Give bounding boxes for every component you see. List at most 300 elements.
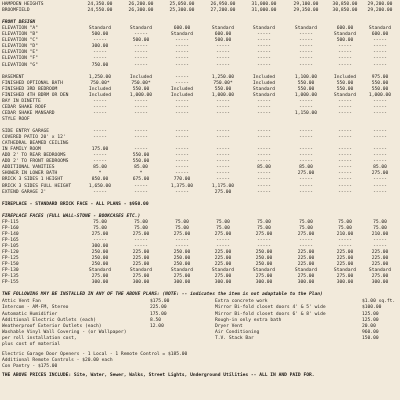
table-cell: -----: [216, 147, 230, 153]
table-cell: -----: [257, 147, 271, 153]
table-cell: -----: [93, 98, 107, 104]
table-cell: 275.00: [297, 231, 315, 237]
table-cell: 25,300.00: [169, 8, 195, 14]
table-cell: Included: [88, 92, 112, 98]
table-cell: -----: [373, 110, 387, 116]
table-cell: -----: [299, 38, 313, 44]
table-cell: -----: [134, 98, 148, 104]
table-cell: -----: [299, 159, 313, 165]
table-cell: -----: [134, 50, 148, 56]
extra-item-label: Intercom - AM-FM, Stereo: [2, 305, 69, 311]
table-cell: 300.00: [371, 280, 389, 286]
table-cell: 75.00: [134, 219, 148, 225]
extra-item-label: Weatherproof Exterior Outlets (each): [2, 323, 102, 329]
table-cell: -----: [134, 183, 148, 189]
table-cell: 75.00: [299, 219, 313, 225]
table-cell: 550.00: [132, 153, 150, 159]
table-cell: 85.00: [257, 165, 271, 171]
table-cell: -----: [257, 56, 271, 62]
table-cell: 300.00: [91, 44, 109, 50]
table-cell: -----: [175, 147, 189, 153]
extra-item-price: 225.00: [150, 305, 167, 311]
row-label: SIDE ENTRY GARAGE: [2, 129, 50, 135]
table-cell: 225.00: [214, 262, 232, 268]
table-cell: 26,300.00: [128, 8, 154, 14]
row-label: BASEMENT: [2, 74, 25, 80]
row-label: ELEVATION "F": [2, 56, 38, 62]
table-cell: -----: [216, 171, 230, 177]
table-cell: 175.00: [91, 147, 109, 153]
table-cell: -----: [134, 62, 148, 68]
table-cell: 75.00: [216, 225, 230, 231]
table-cell: -----: [93, 38, 107, 44]
table-cell: -----: [216, 159, 230, 165]
table-cell: 275.00: [91, 231, 109, 237]
table-cell: -----: [257, 183, 271, 189]
table-cell: 250.00: [255, 250, 273, 256]
table-cell: 250.00: [255, 256, 273, 262]
table-cell: 250.00: [173, 256, 191, 262]
table-cell: 225.00: [336, 256, 354, 262]
table-cell: 500.00: [214, 38, 232, 44]
row-label: BRICK 3 SIDES 1 HEIGHT: [2, 177, 63, 183]
table-cell: Standard: [129, 26, 153, 32]
table-cell: 300.00: [91, 244, 109, 249]
row-label: ELEVATION "C": [2, 38, 38, 44]
table-cell: 225.00: [297, 256, 315, 262]
table-cell: 210.00: [371, 231, 389, 237]
table-cell: -----: [216, 165, 230, 171]
table-cell: -----: [93, 237, 107, 243]
table-cell: 275.00: [255, 274, 273, 280]
table-cell: 29,100.00: [293, 2, 319, 7]
table-cell: -----: [134, 189, 148, 195]
table-cell: -----: [216, 56, 230, 62]
table-cell: Included: [333, 74, 357, 80]
table-cell: 275.00: [255, 231, 273, 237]
table-cell: -----: [338, 135, 352, 141]
table-cell: -----: [299, 135, 313, 141]
row-label: FINISHED 4TH BDRM OR DEN: [2, 92, 69, 98]
table-cell: -----: [257, 177, 271, 183]
table-cell: 85.00: [299, 165, 313, 171]
table-cell: -----: [175, 56, 189, 62]
table-cell: 225.00: [297, 250, 315, 256]
table-cell: Standard: [252, 86, 276, 92]
row-label: EXTEND GARAGE 2': [2, 189, 47, 195]
table-cell: -----: [93, 110, 107, 116]
table-cell: 300.00: [297, 280, 315, 286]
table-cell: 600.00: [371, 32, 389, 38]
extra-item-price: 125.00: [362, 311, 379, 317]
table-cell: -----: [93, 159, 107, 165]
table-cell: 975.00: [371, 74, 389, 80]
table-cell: 550.00: [336, 86, 354, 92]
table-cell: Standard: [211, 268, 235, 274]
table-cell: 225.00: [371, 262, 389, 268]
table-cell: -----: [373, 38, 387, 44]
row-label: FP-150: [2, 262, 19, 268]
table-cell: 225.00: [132, 262, 150, 268]
row-label: ELEVATION "G": [2, 62, 38, 68]
table-cell: 550.00: [297, 86, 315, 92]
table-cell: 75.00: [93, 225, 107, 231]
table-cell: 75.00: [216, 219, 230, 225]
table-cell: -----: [373, 104, 387, 110]
table-cell: -----: [175, 98, 189, 104]
table-cell: 75.00: [175, 219, 189, 225]
table-cell: 85.00: [373, 165, 387, 171]
table-cell: -----: [134, 244, 148, 249]
table-cell: Included: [252, 74, 276, 80]
table-cell: -----: [175, 80, 189, 86]
garage-note: Con Pantry - $175.00: [2, 363, 58, 369]
table-cell: -----: [216, 177, 230, 183]
table-cell: 1,000.00: [211, 92, 235, 98]
table-cell: 1,375.00: [170, 183, 194, 189]
table-cell: -----: [175, 135, 189, 141]
row-label: FINISHED OPTIONAL BATH: [2, 80, 63, 86]
table-cell: 250.00: [91, 262, 109, 268]
table-cell: -----: [134, 44, 148, 50]
table-cell: -----: [373, 153, 387, 159]
extra-item-label: Dryer Vent: [215, 323, 243, 329]
table-cell: -----: [134, 104, 148, 110]
table-cell: 29,200.00: [367, 2, 393, 7]
row-label: FP-135: [2, 274, 19, 280]
table-cell: -----: [338, 62, 352, 68]
table-cell: 300.00: [132, 280, 150, 286]
table-cell: 29,350.00: [293, 8, 319, 14]
table-cell: -----: [175, 110, 189, 116]
table-cell: 250.00: [173, 262, 191, 268]
table-cell: Included: [88, 86, 112, 92]
table-cell: 75.00: [134, 225, 148, 231]
table-cell: 850.00: [91, 177, 109, 183]
table-cell: 31,000.00: [251, 2, 277, 7]
table-cell: 1,150.00: [294, 110, 318, 116]
table-cell: *: [98, 171, 102, 177]
table-cell: 75.00: [93, 219, 107, 225]
table-cell: 600.00: [336, 26, 354, 32]
table-cell: 225.00: [132, 256, 150, 262]
extra-item-label: Additional Electric Outlets (each): [2, 317, 97, 323]
table-cell: 750.00: [91, 62, 109, 68]
table-cell: Included: [129, 74, 153, 80]
table-cell: -----: [299, 50, 313, 56]
table-cell: 300.00: [91, 280, 109, 286]
table-cell: -----: [338, 165, 352, 171]
table-cell: -----: [216, 244, 230, 249]
table-cell: -----: [299, 244, 313, 249]
table-cell: -----: [299, 56, 313, 62]
table-cell: 75.00: [257, 225, 271, 231]
table-cell: -----: [338, 50, 352, 56]
table-cell: 210.00: [336, 231, 354, 237]
table-cell: 275.00: [132, 274, 150, 280]
extra-item-price: 125.00: [362, 317, 379, 323]
table-cell: 500.00: [336, 38, 354, 44]
table-cell: -----: [338, 104, 352, 110]
table-cell: -----: [257, 104, 271, 110]
row-label: FP-140: [2, 231, 19, 237]
table-cell: -----: [216, 50, 230, 56]
table-cell: -----: [373, 135, 387, 141]
row-label: FP-155: [2, 280, 19, 286]
table-cell: 250.00: [91, 250, 109, 256]
table-cell: 750.00*: [90, 80, 110, 86]
row-label: CEDAR SHAKE ROOF: [2, 104, 47, 110]
table-cell: Standard: [88, 268, 112, 274]
extra-item-price: 8.50: [150, 317, 162, 323]
table-cell: 225.00: [336, 262, 354, 268]
table-cell: 275.00: [173, 274, 191, 280]
row-label: FP-160: [2, 225, 19, 231]
table-cell: 24,350.00: [87, 2, 113, 7]
table-cell: 1,000.00: [294, 92, 318, 98]
table-cell: -----: [373, 44, 387, 50]
extra-item-price: 150.00: [362, 335, 379, 341]
table-cell: -----: [299, 44, 313, 50]
table-cell: 550.00: [371, 86, 389, 92]
table-cell: -----: [373, 56, 387, 62]
table-cell: 225.00: [297, 262, 315, 268]
table-cell: Standard: [333, 32, 357, 38]
row-label: ADD 2' TO FRONT BEDROOMS: [2, 159, 69, 165]
row-label: ADD 2' TO REAR BEDROOMS: [2, 153, 66, 159]
table-cell: -----: [175, 38, 189, 44]
table-cell: -----: [175, 159, 189, 165]
extra-item-label: Washable Vinyl Wall Covering - (or Wallpaper): [2, 329, 127, 335]
table-cell: Standard: [294, 268, 318, 274]
table-cell: -----: [134, 129, 148, 135]
row-label: FIREPLACE FACES (FULL WALL-STONE - BOOKCASES ETC.): [2, 213, 141, 219]
table-cell: 750.00*: [213, 80, 233, 86]
table-cell: 31,000.00: [251, 8, 277, 14]
table-cell: -----: [175, 171, 189, 177]
table-cell: Included: [170, 92, 194, 98]
row-label: BRICK 3 SIDES FULL HEIGHT: [2, 183, 72, 189]
extra-item-label: Rough-in only extra bath: [215, 317, 282, 323]
table-cell: 500.00: [132, 38, 150, 44]
table-cell: 275.00: [336, 274, 354, 280]
table-cell: 27,200.00: [210, 8, 236, 14]
table-cell: -----: [175, 153, 189, 159]
table-cell: 25,050.00: [169, 2, 195, 7]
table-cell: -----: [175, 50, 189, 56]
row-label: COVERED PATIO 20' x 12': [2, 135, 66, 141]
table-cell: -----: [257, 237, 271, 243]
row-label: FINISHED 3RD BEDROOM: [2, 86, 58, 92]
table-cell: -----: [338, 237, 352, 243]
row-label: ELEVATION "B": [2, 32, 38, 38]
extra-item-label: T.V. Stack Bar: [215, 335, 254, 341]
table-cell: -----: [299, 237, 313, 243]
table-cell: 770.00: [173, 177, 191, 183]
table-cell: -----: [257, 159, 271, 165]
row-label: FP-165: [2, 237, 19, 243]
extra-item-label: Mirror Bi-fold closet doors 4' & 5' wide: [215, 305, 326, 311]
table-cell: 275.00: [132, 231, 150, 237]
footer-note: THE ABOVE PRICES INCLUDE: Site, Water, Sewer, Walks, Street Lights, Underground Utilities -- ALL IN AND PAID FOR.: [2, 372, 315, 378]
table-cell: 75.00: [299, 225, 313, 231]
extras-row: [0, 342, 400, 348]
table-cell: -----: [216, 237, 230, 243]
table-cell: 250.00: [91, 256, 109, 262]
row-label: FP-130: [2, 268, 19, 274]
table-cell: -----: [299, 98, 313, 104]
table-cell: 75.00: [338, 219, 352, 225]
table-cell: 300.00: [255, 280, 273, 286]
row-label: BAY IN DINETTE: [2, 98, 41, 104]
table-cell: 275.00: [297, 171, 315, 177]
table-cell: 550.00: [132, 159, 150, 165]
row-label: STYLE ROOF: [2, 116, 30, 122]
row-label: FP-120: [2, 250, 19, 256]
table-cell: 225.00: [371, 250, 389, 256]
extra-item-price: $1.00 sq.ft.: [362, 299, 396, 305]
table-cell: 550.00: [214, 86, 232, 92]
row-label: HAMPDEN HEIGHTS: [2, 2, 44, 7]
row-label: SHOWER IN LOWER BATH: [2, 171, 58, 177]
row-label: ELEVATION "E": [2, 50, 38, 56]
extra-item-label: Air Conditioning: [215, 329, 260, 335]
table-cell: -----: [299, 62, 313, 68]
table-cell: 1,000.00: [129, 92, 153, 98]
table-cell: 300.00: [336, 280, 354, 286]
table-cell: -----: [338, 56, 352, 62]
table-cell: -----: [338, 147, 352, 153]
table-cell: -----: [175, 104, 189, 110]
table-cell: -----: [373, 159, 387, 165]
table-cell: -----: [338, 189, 352, 195]
table-cell: 1,175.00: [211, 183, 235, 189]
table-cell: -----: [93, 50, 107, 56]
garage-note: Additional Remote Controls - $20.00 each: [2, 357, 113, 363]
table-cell: -----: [373, 147, 387, 153]
extra-item-label: Extra concrete work: [215, 299, 268, 305]
table-cell: Standard: [252, 26, 276, 32]
table-cell: 1,250.00: [211, 74, 235, 80]
table-cell: -----: [93, 189, 107, 195]
extra-item-price: $100.00: [362, 305, 382, 311]
table-cell: 85.00: [93, 165, 107, 171]
table-cell: -----: [373, 129, 387, 135]
table-cell: Standard: [252, 92, 276, 98]
table-cell: -----: [338, 244, 352, 249]
table-cell: 250.00: [173, 250, 191, 256]
table-cell: 225.00: [132, 250, 150, 256]
row-label: FP-115: [2, 219, 19, 225]
table-cell: -----: [299, 104, 313, 110]
table-cell: -----: [93, 129, 107, 135]
table-cell: 275.00: [371, 274, 389, 280]
table-cell: -----: [338, 98, 352, 104]
table-cell: Included: [170, 86, 194, 92]
table-cell: -----: [373, 237, 387, 243]
row-label: FIREPLACE - STANDARD BRICK FACE - ALL PLANS - $950.00: [2, 201, 149, 207]
table-cell: -----: [93, 56, 107, 62]
row-label: CEDAR SHAKE MANSARD: [2, 110, 55, 116]
table-cell: -----: [373, 183, 387, 189]
table-cell: Standard: [368, 26, 392, 32]
table-cell: -----: [299, 177, 313, 183]
table-cell: 225.00: [336, 250, 354, 256]
table-cell: -----: [257, 135, 271, 141]
table-cell: -----: [257, 32, 271, 38]
table-cell: 275.00: [214, 189, 232, 195]
table-cell: 550.00: [132, 86, 150, 92]
table-cell: -----: [216, 135, 230, 141]
table-cell: -----: [216, 129, 230, 135]
table-cell: -----: [257, 38, 271, 44]
table-cell: 26,200.00: [128, 2, 154, 7]
table-cell: 1,650.00: [88, 183, 112, 189]
extra-item-price: 20.00: [362, 323, 376, 329]
table-cell: -----: [257, 129, 271, 135]
table-cell: -----: [257, 244, 271, 249]
table-cell: 75.00: [175, 225, 189, 231]
extra-item-price: 175.00: [150, 311, 167, 317]
table-cell: -----: [216, 104, 230, 110]
table-cell: 24,550.00: [87, 8, 113, 14]
extra-item-price: 960.00: [362, 329, 379, 335]
table-cell: 275.00: [371, 171, 389, 177]
table-cell: Standard: [252, 268, 276, 274]
table-cell: 75.00: [338, 225, 352, 231]
row-label: ELEVATION "A": [2, 26, 38, 32]
row-label: FP-125: [2, 256, 19, 262]
table-cell: 1,250.00: [88, 74, 112, 80]
table-cell: 275.00: [214, 274, 232, 280]
table-cell: -----: [175, 165, 189, 171]
table-cell: -----: [299, 32, 313, 38]
table-cell: -----: [175, 44, 189, 50]
row-label: FP-105: [2, 244, 19, 249]
table-cell: -----: [338, 177, 352, 183]
table-cell: -----: [175, 189, 189, 195]
table-cell: -----: [338, 110, 352, 116]
table-cell: -----: [373, 50, 387, 56]
table-cell: 300.00: [214, 280, 232, 286]
table-cell: -----: [257, 189, 271, 195]
table-cell: 75.00: [257, 219, 271, 225]
table-cell: Standard: [170, 268, 194, 274]
table-cell: -----: [338, 183, 352, 189]
table-cell: 1,000.00: [368, 92, 392, 98]
table-cell: 600.00: [214, 32, 232, 38]
extra-item-label: Attic Vent Fan: [2, 299, 41, 305]
extra-item-label: plus cost of material: [2, 341, 61, 347]
extra-item-label: Automatic Humidifier: [2, 311, 58, 317]
table-cell: 550.00: [297, 80, 315, 86]
table-cell: -----: [257, 110, 271, 116]
table-cell: -----: [338, 171, 352, 177]
table-cell: Standard: [333, 268, 357, 274]
table-cell: -----: [373, 62, 387, 68]
table-cell: 550.00: [336, 80, 354, 86]
table-cell: -----: [93, 135, 107, 141]
extra-item-price: 12.00: [150, 323, 164, 329]
table-cell: -----: [373, 189, 387, 195]
row-label: ELEVATION "D": [2, 44, 38, 50]
table-cell: -----: [373, 177, 387, 183]
table-cell: Standard: [170, 32, 194, 38]
table-cell: -----: [93, 104, 107, 110]
table-cell: -----: [134, 110, 148, 116]
table-cell: 26,950.00: [210, 2, 236, 7]
table-cell: -----: [338, 153, 352, 159]
